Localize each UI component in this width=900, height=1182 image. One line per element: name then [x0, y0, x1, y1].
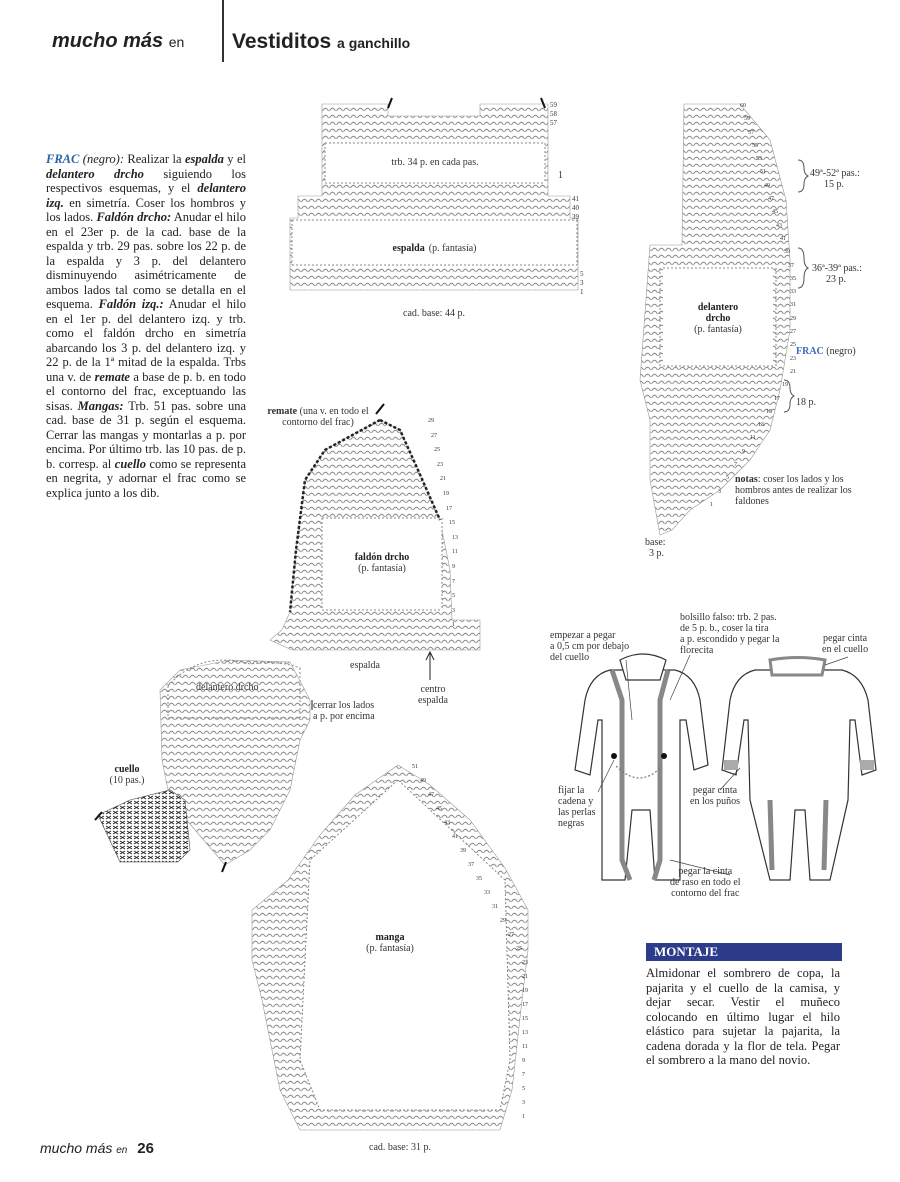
row-num: 5 — [522, 1086, 525, 1092]
row-num: 41 — [780, 235, 786, 242]
delantero-sub: (p. fantasía) — [694, 324, 742, 335]
row-num: 33 — [790, 289, 796, 296]
montaje-heading: MONTAJE — [646, 943, 842, 961]
faldon-label — [322, 552, 442, 574]
row-num: 35 — [790, 275, 796, 282]
faldon-remate — [258, 406, 378, 428]
row-num: 1 — [580, 288, 584, 296]
espalda-chart — [290, 98, 578, 290]
row-num: 57 — [748, 129, 754, 136]
row-num: 3 — [580, 279, 584, 287]
delantero-drcho-label: delantero drcho — [196, 682, 259, 693]
row-num: 29 — [500, 918, 506, 924]
callout-pulsos — [690, 785, 740, 807]
row-num: 23 — [522, 960, 528, 966]
row-num: 40 — [572, 204, 579, 212]
row-num: 25 — [434, 447, 440, 454]
callout-line: empezar a pegar — [550, 630, 616, 641]
row-num: 39 — [572, 213, 579, 221]
manga-sub: (p. fantasía) — [366, 943, 414, 954]
page-footer — [40, 1140, 154, 1157]
row-num: 11 — [522, 1044, 528, 1050]
row-num: 5 — [726, 475, 729, 482]
cuello-sub: (10 pas.) — [109, 775, 145, 786]
intro-text-4: en simetría. Coser los hombros y los lados. — [46, 195, 246, 224]
term-delantero-izq: delantero izq. — [46, 181, 246, 210]
row-num: 21 — [440, 476, 446, 483]
callout-line: bolsillo falso: trb. 2 pas. — [680, 612, 777, 623]
row-num: 1 — [710, 501, 713, 508]
row-num: 60 — [740, 103, 746, 109]
delantero-brace-2 — [812, 263, 862, 285]
row-num: 13 — [758, 422, 764, 429]
intro-text-1: Realizar la — [123, 152, 185, 166]
row-num: 58 — [550, 110, 557, 118]
callout-line: pegar la cinta — [678, 866, 733, 877]
brace-text: 23 p. — [826, 274, 846, 285]
callout-line: en el cuello — [822, 644, 869, 655]
callout-line: negras — [558, 818, 585, 829]
montaje-text: Almidonar el sombrero de copa, la pajarita y el cuello de la camisa, y dejar secar. Vestir el muñeco colocando en último lugar el hilo elástico para sujetar la pajarita, la cadena dorada y la flor de tela. Pegar el sombrero a la mano del novio. — [646, 966, 840, 1067]
instructions-text — [46, 152, 246, 500]
row-num: 51 — [412, 764, 418, 770]
cuello-name: cuello — [114, 764, 140, 775]
espalda-base: cad. base: 44 p. — [403, 308, 465, 319]
espalda-sub: (p. fantasía) — [428, 243, 477, 254]
row-num: 13 — [522, 1030, 528, 1036]
row-num: 41 — [452, 834, 458, 840]
callout-bolsillo — [680, 612, 779, 656]
faldon-centro — [408, 684, 458, 706]
row-num: 47 — [428, 792, 434, 798]
faldon-espalda: espalda — [350, 660, 380, 671]
notas-label: notas — [735, 474, 758, 485]
callout-line: cadena y — [558, 796, 594, 807]
term-faldon-drcho: Faldón drcho: — [96, 210, 172, 224]
intro-text-6: Anudar el hilo en el 1er p. del delantero izq. y trb. como el faldón drcho en simetría abarcando los 3 p. del delantero izq. y 22 p. de la 1ª mitad de la espalda. Trbs una v. de — [46, 297, 247, 384]
callout-fijar — [558, 785, 596, 829]
frac-title: FRAC — [46, 152, 80, 166]
remate-text: (una v. en todo el contorno del frac) — [282, 406, 369, 428]
callout-line: de raso en todo el — [670, 877, 741, 888]
row-num: 27 — [508, 932, 514, 938]
row-num: 13 — [452, 534, 458, 541]
row-num: 15 — [766, 408, 772, 415]
row-num: 19 — [522, 988, 528, 994]
row-num: 9 — [452, 563, 455, 570]
row-num: 49 — [420, 778, 426, 784]
row-num: 45 — [436, 806, 442, 812]
base-label: base: — [645, 537, 666, 548]
row-num: 27 — [790, 329, 796, 336]
manga-base: cad. base: 31 p. — [369, 1142, 431, 1153]
cerrar-label: cerrar los lados — [313, 700, 375, 711]
row-num: 15 — [449, 520, 455, 527]
centro-label: centro — [420, 684, 446, 695]
header-magazine-small: en — [168, 34, 185, 50]
espalda-row-label: trb. 34 p. en cada pas. — [391, 157, 479, 168]
row-num: 7 — [452, 578, 455, 585]
row-num: 33 — [484, 890, 490, 896]
callout-line: contorno del frac — [671, 888, 740, 899]
footer-small: en — [116, 1145, 128, 1156]
row-num: 51 — [760, 169, 766, 176]
espalda-rows-bottom — [580, 270, 584, 297]
cerrar-label2: a p. por encima — [313, 711, 375, 722]
row-num: 29 — [790, 315, 796, 322]
intro-text-3: siguiendo los respectivos esquemas, y el — [46, 166, 246, 195]
callout-line: a p. escondido y pegar la — [680, 634, 780, 645]
row-num: 43 — [444, 820, 450, 826]
header-section-small: a ganchillo — [337, 35, 411, 51]
callout-line: pegar cinta — [692, 785, 738, 796]
faldon-sub: (p. fantasía) — [358, 563, 406, 574]
callout-line: del cuello — [550, 652, 590, 663]
row-num: 5 — [452, 593, 455, 600]
header-section — [232, 30, 410, 54]
row-num: 27 — [431, 432, 437, 439]
cuello-label — [102, 764, 152, 786]
row-num: 39 — [460, 848, 466, 854]
row-num: 37 — [788, 262, 794, 269]
row-num: 15 — [522, 1016, 528, 1022]
row-num: 3 — [718, 488, 721, 495]
intro-text-2: y el — [223, 152, 246, 166]
callout-line: en los puños — [690, 796, 740, 807]
row-num: 23 — [790, 355, 796, 362]
centro-label2: espalda — [418, 695, 448, 706]
row-num: 19 — [443, 490, 449, 497]
intro-text-9: como se representa en negrita, y adornar el frac como se explica junto a los dib. — [46, 456, 246, 500]
row-num: 35 — [476, 876, 482, 882]
row-num: 57 — [550, 119, 557, 127]
row-num: 21 — [790, 368, 796, 375]
row-num: 23 — [437, 461, 443, 468]
frac-label: FRAC — [796, 346, 824, 357]
espalda-rows-mid — [572, 195, 579, 222]
callout-line: a 0,5 cm por debajo — [550, 641, 630, 652]
espalda-rows-top — [550, 101, 557, 128]
intro-text-8: Trb. 51 pas. sobre una cad. base de 31 p. según el esquema. Cerrar las mangas y montarlas a p. por encima. Por último trb. las 10 pas. de p. b. corresp. al — [46, 398, 246, 471]
brace-text: 49ª-52ª pas.: — [810, 168, 860, 179]
intro-text-5: Anudar el hilo en el 23er p. de la cad. base de la espalda y trb. 29 pas. sobre los 22 p. de la espalda y 3 p. del delantero disminuyendo asimétricamente de ambos lados tal como se detalla en el esquema. — [46, 210, 247, 311]
callout-cinta-cuello — [822, 633, 868, 655]
espalda-name: espalda — [392, 243, 425, 254]
row-num: 5 — [580, 270, 584, 278]
delantero-frac-label — [796, 346, 856, 357]
row-num: 47 — [768, 196, 774, 203]
header-section-main: Vestiditos — [232, 30, 332, 53]
faldon-rows — [428, 414, 458, 633]
row-num: 59 — [744, 116, 750, 123]
header-divider — [222, 0, 224, 62]
header-magazine-main: mucho más — [52, 30, 164, 52]
row-num: 31 — [790, 302, 796, 309]
faldon-name: faldón drcho — [354, 552, 410, 563]
frac-illustration — [575, 654, 876, 880]
remate-label: remate — [267, 406, 298, 417]
term-delantero-drcho: delantero drcho — [46, 166, 144, 181]
header-magazine — [52, 30, 184, 53]
manga-rows — [412, 760, 528, 1124]
row-num: 17 — [774, 395, 780, 402]
row-num: 7 — [734, 462, 737, 469]
row-num: 3 — [522, 1100, 525, 1106]
row-num: 9 — [522, 1058, 525, 1064]
row-num: 21 — [522, 974, 528, 980]
base-value: 3 p. — [649, 548, 664, 559]
frac-sub: (negro) — [826, 346, 856, 357]
delantero-name2: drcho — [705, 313, 731, 324]
notas-text: : coser los lados y los hombros antes de realizar los faldones — [735, 474, 852, 507]
brace-text: 15 p. — [824, 179, 844, 190]
row-num: 3 — [452, 607, 455, 614]
row-num: 17 — [446, 505, 452, 512]
row-num: 43 — [776, 222, 782, 229]
row-num: 25 — [790, 342, 796, 349]
delantero-name: delantero — [697, 302, 739, 313]
row-num: 7 — [522, 1072, 525, 1078]
delantero-brace-3: 18 p. — [796, 397, 816, 408]
callout-line: florecita — [680, 645, 714, 656]
row-num: 49 — [764, 182, 770, 189]
row-num: 1 — [452, 622, 455, 629]
delantero-base — [645, 537, 666, 559]
espalda-label — [292, 238, 577, 256]
row-num: 37 — [468, 862, 474, 868]
row-num: 11 — [452, 549, 458, 556]
term-espalda: espalda — [184, 152, 224, 166]
espalda-side-mark: 1 — [558, 170, 563, 181]
frac-color: (negro): — [82, 152, 124, 166]
page-number: 26 — [137, 1140, 154, 1157]
row-num: 55 — [752, 142, 758, 149]
callout-line: las perlas — [558, 807, 596, 818]
row-num: 1 — [522, 1114, 525, 1120]
callout-raso — [670, 866, 741, 899]
callout-line: de 5 p. b., coser la tira — [680, 623, 769, 634]
term-mangas: Mangas: — [77, 398, 124, 413]
manga-name: manga — [375, 932, 405, 943]
row-num: 41 — [572, 195, 579, 203]
row-num: 19 — [782, 382, 788, 389]
term-faldon-izq: Faldón izq.: — [98, 297, 164, 311]
footer-text: mucho más — [40, 1140, 113, 1156]
intro-text-7: a base de p. b. en todo el contorno del frac, exceptuando las sisas. — [46, 369, 246, 413]
row-num: 17 — [522, 1002, 528, 1008]
delantero-brace-1 — [810, 168, 860, 190]
row-num: 11 — [750, 435, 756, 442]
callout-empezar — [550, 630, 629, 663]
row-num: 45 — [772, 209, 778, 216]
brace-text: 36ª-39ª pas.: — [812, 263, 862, 274]
faldon-cerrar — [313, 700, 375, 722]
callout-line: fijar la — [558, 785, 585, 796]
term-remate: remate — [94, 369, 130, 384]
row-num: 29 — [428, 418, 434, 424]
row-num: 31 — [492, 904, 498, 910]
row-num: 39 — [784, 249, 790, 256]
row-num: 59 — [550, 101, 557, 109]
row-num: 9 — [742, 448, 745, 455]
row-num: 25 — [516, 946, 522, 952]
row-num: 53 — [756, 156, 762, 163]
term-cuello: cuello — [114, 456, 147, 471]
callout-line: pegar cinta — [822, 633, 868, 644]
